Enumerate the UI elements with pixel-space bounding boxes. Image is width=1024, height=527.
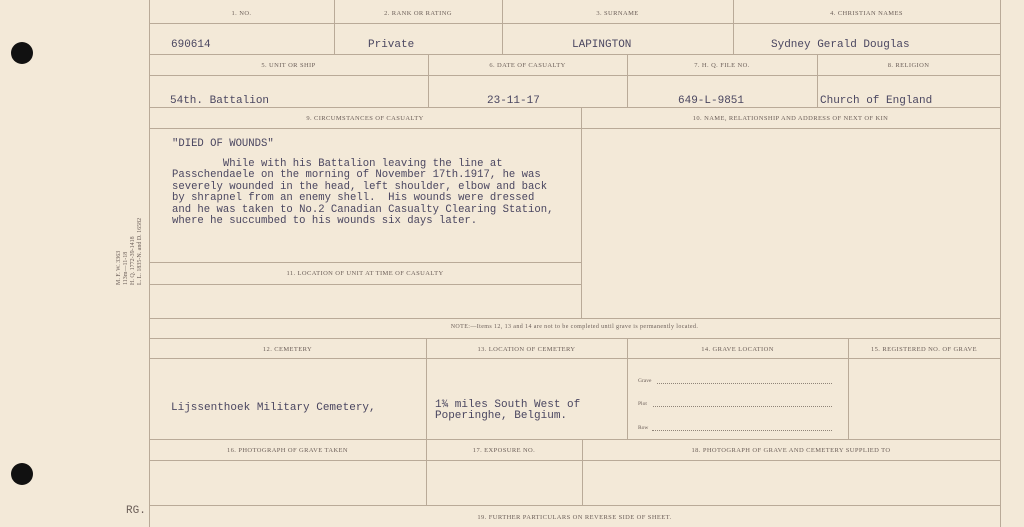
- label-further-particulars: 19. FURTHER PARTICULARS ON REVERSE SIDE OF SHEET.: [477, 514, 672, 521]
- label-photo-supplied: 18. PHOTOGRAPH OF GRAVE AND CEMETERY SUPPLIED TO: [691, 447, 891, 454]
- label-surname: 3. SURNAME: [596, 10, 639, 17]
- value-hq-file: 649-L-9851: [678, 95, 745, 107]
- circumstances-text: [172, 159, 553, 227]
- label-circumstances: 9. CIRCUMSTANCES OF CASUALTY: [306, 115, 424, 122]
- label-no: 1. NO.: [231, 10, 252, 17]
- circumstances-line: by shrapnel from an enemy shell. His wounds were dressed: [172, 192, 535, 205]
- label-christian-names: 4. CHRISTIAN NAMES: [830, 10, 903, 17]
- label-unit: 5. UNIT OR SHIP: [261, 62, 316, 69]
- grave-field-line: [657, 383, 832, 384]
- label-grave-location: 14. GRAVE LOCATION: [701, 346, 774, 353]
- row-field-line: [652, 430, 832, 431]
- grave-field-label: Grave: [638, 378, 652, 384]
- punch-hole-top: [11, 42, 33, 64]
- label-cemetery: 12. CEMETERY: [262, 346, 313, 353]
- label-hq-file: 7. H. Q. FILE NO.: [694, 62, 750, 69]
- label-location-cemetery: 13. LOCATION OF CEMETERY: [477, 346, 576, 353]
- label-religion: 8. RELIGION: [887, 62, 930, 69]
- row-field-label: Row: [638, 425, 649, 431]
- value-religion: Church of England: [820, 95, 933, 107]
- value-cemetery: Lijssenthoek Military Cemetery,: [171, 402, 376, 414]
- plot-field-line: [653, 406, 832, 407]
- value-location-cemetery-2: Poperinghe, Belgium.: [435, 410, 568, 422]
- circumstances-line: and he was taken to No.2 Canadian Casualty Clearing Station,: [172, 203, 554, 216]
- margin-rg-stamp: RG.: [126, 505, 146, 517]
- value-christian-names: Sydney Gerald Douglas: [771, 39, 910, 51]
- circumstances-line: Passchendaele on the morning of November 17th.1917, he was: [172, 169, 541, 182]
- plot-field-label: Plot: [638, 401, 647, 407]
- value-rank: Private: [368, 39, 415, 51]
- label-next-of-kin: 10. NAME, RELATIONSHIP AND ADDRESS OF NEXT OF KIN: [692, 115, 889, 122]
- label-location-unit: 11. LOCATION OF UNIT AT TIME OF CASUALTY: [286, 270, 444, 277]
- value-date: 23-11-17: [487, 95, 540, 107]
- punch-hole-bottom: [11, 463, 33, 485]
- circumstances-line: where he succumbed to his wounds six days later.: [172, 215, 478, 228]
- label-exposure: 17. EXPOSURE NO.: [472, 447, 536, 454]
- note-text: NOTE:—Items 12, 13 and 14 are not to be completed until grave is permanently located.: [450, 324, 699, 330]
- circumstances-line: severely wounded in the head, left shoulder, elbow and back: [172, 180, 548, 193]
- value-location-cemetery-1: 1¾ miles South West of: [435, 399, 581, 411]
- circumstances-title: "DIED OF WOUNDS": [172, 138, 274, 150]
- label-registered-no: 15. REGISTERED NO. OF GRAVE: [870, 346, 978, 353]
- label-rank: 2. RANK OR RATING: [384, 10, 452, 17]
- value-no: 690614: [171, 39, 211, 51]
- label-date: 6. DATE OF CASUALTY: [489, 62, 566, 69]
- label-photo-taken: 16. PHOTOGRAPH OF GRAVE TAKEN: [226, 447, 349, 454]
- circumstances-line: While with his Battalion leaving the line at: [172, 158, 503, 170]
- value-unit: 54th. Battalion: [170, 95, 270, 107]
- margin-form-number: M. F. W. 3363 113m—11-18 H. Q. 1772-39-1418 L. L. 1835-N. and D. 16582: [116, 217, 143, 285]
- value-surname: LAPINGTON: [572, 39, 632, 51]
